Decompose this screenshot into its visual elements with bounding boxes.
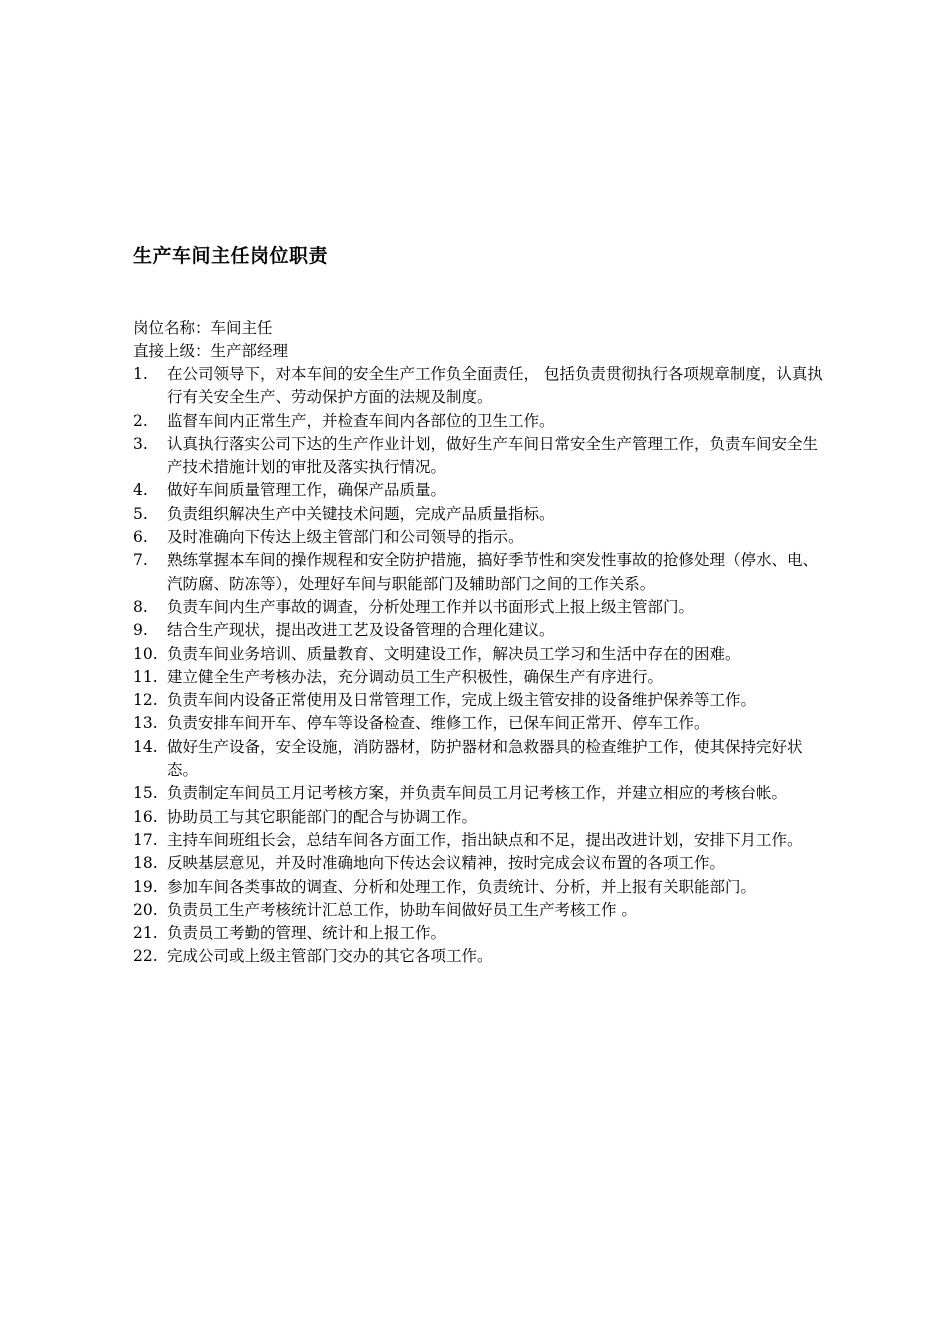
duty-text: 做好生产设备，安全设施，消防器材，防护器材和急救器具的检查维护工作，使其保持完好状态。 bbox=[167, 737, 803, 780]
duty-number: 3. bbox=[133, 434, 148, 453]
duty-item bbox=[133, 410, 833, 433]
duty-item bbox=[133, 666, 833, 689]
duty-text: 在公司领导下，对本车间的安全生产工作负全面责任， 包括负责贯彻执行各项规章制度，认真执行有关安全生产、劳动保护方面的法规及制度。 bbox=[167, 365, 823, 407]
duty-number: 17. bbox=[133, 830, 158, 849]
duty-text: 负责安排车间开车、停车等设备检查、维修工作，已保车间正常开、停车工作。 bbox=[167, 714, 710, 733]
duty-text: 熟练掌握本车间的操作规程和安全防护措施，搞好季节性和突发性事故的抢修处理（停水、电、汽防腐、防冻等），处理好车间与职能部门及辅助部门之间的工作关系。 bbox=[167, 551, 819, 593]
supervisor-line: 直接上级：生产部经理 bbox=[133, 342, 289, 361]
duty-number: 7. bbox=[133, 551, 148, 570]
duty-item bbox=[133, 619, 833, 642]
duty-text: 反映基层意见，并及时准确地向下传达会议精神，按时完成会议布置的各项工作。 bbox=[167, 854, 726, 873]
duty-text: 负责车间业务培训、质量教育、文明建设工作，解决员工学习和生活中存在的困难。 bbox=[167, 644, 741, 663]
duty-number: 2. bbox=[133, 411, 148, 430]
duty-number: 20. bbox=[133, 900, 158, 919]
duty-text: 负责员工生产考核统计汇总工作，协助车间做好员工生产考核工作 。 bbox=[167, 900, 637, 919]
duty-text: 主持车间班组长会，总结车间各方面工作，指出缺点和不足，提出改进计划，安排下月工作。 bbox=[167, 830, 803, 849]
duty-item bbox=[133, 549, 833, 596]
duty-item bbox=[133, 643, 833, 666]
duty-text: 负责组织解决生产中关键技术问题，完成产品质量指标。 bbox=[167, 504, 555, 523]
duty-text: 及时准确向下传达上级主管部门和公司领导的指示。 bbox=[167, 528, 524, 547]
duty-item bbox=[133, 782, 833, 805]
duty-text: 负责制定车间员工月记考核方案，并负责车间员工月记考核工作，并建立相应的考核台帐。 bbox=[167, 784, 788, 803]
duty-number: 13. bbox=[133, 714, 158, 733]
duty-text: 建立健全生产考核办法，充分调动员工生产积极性，确保生产有序进行。 bbox=[167, 667, 664, 686]
duty-number: 11. bbox=[133, 667, 158, 686]
duty-item bbox=[133, 689, 833, 712]
document-title: 生产车间主任岗位职责 bbox=[133, 245, 329, 267]
duty-text: 做好车间质量管理工作，确保产品质量。 bbox=[167, 481, 447, 500]
duty-number: 15. bbox=[133, 784, 158, 803]
duty-number: 5. bbox=[133, 504, 148, 523]
duty-number: 19. bbox=[133, 877, 158, 896]
duty-number: 16. bbox=[133, 807, 158, 826]
duty-item bbox=[133, 922, 833, 945]
duty-item bbox=[133, 433, 833, 480]
duty-item bbox=[133, 526, 833, 549]
duty-number: 12. bbox=[133, 691, 158, 710]
duty-item bbox=[133, 806, 833, 829]
duty-number: 21. bbox=[133, 924, 158, 943]
duty-item bbox=[133, 479, 833, 502]
duties-list bbox=[133, 363, 833, 969]
position-name-line: 岗位名称：车间主任 bbox=[133, 319, 273, 337]
duty-item bbox=[133, 829, 833, 852]
duty-text: 完成公司或上级主管部门交办的其它各项工作。 bbox=[167, 947, 493, 966]
duty-text: 参加车间各类事故的调查、分析和处理工作，负责统计、分析，并上报有关职能部门。 bbox=[167, 877, 757, 896]
duty-number: 1. bbox=[133, 365, 148, 383]
duty-item bbox=[133, 899, 833, 922]
duty-number: 14. bbox=[133, 737, 158, 756]
duty-number: 4. bbox=[133, 481, 148, 500]
duty-number: 8. bbox=[133, 597, 148, 616]
duty-item bbox=[133, 712, 833, 735]
duty-item bbox=[133, 852, 833, 875]
duty-text: 认真执行落实公司下达的生产作业计划，做好生产车间日常安全生产管理工作，负责车间安全生产技术措施计划的审批及落实执行情况。 bbox=[167, 434, 819, 477]
duty-number: 10. bbox=[133, 644, 158, 663]
duty-text: 协助员工与其它职能部门的配合与协调工作。 bbox=[167, 807, 478, 826]
duty-number: 6. bbox=[133, 528, 148, 547]
duty-number: 9. bbox=[133, 621, 148, 640]
duty-item bbox=[133, 596, 833, 619]
duty-text: 负责员工考勤的管理、统计和上报工作。 bbox=[167, 924, 447, 943]
duty-item bbox=[133, 363, 833, 410]
duty-item bbox=[133, 736, 833, 783]
duty-text: 监督车间内正常生产，并检查车间内各部位的卫生工作。 bbox=[167, 411, 555, 430]
duty-text: 负责车间内设备正常使用及日常管理工作，完成上级主管安排的设备维护保养等工作。 bbox=[167, 691, 757, 710]
duty-item bbox=[133, 945, 833, 968]
duty-text: 负责车间内生产事故的调查，分析处理工作并以书面形式上报上级主管部门。 bbox=[167, 597, 695, 616]
duty-text: 结合生产现状，提出改进工艺及设备管理的合理化建议。 bbox=[167, 621, 555, 640]
position-info bbox=[133, 317, 288, 364]
duty-item bbox=[133, 876, 833, 899]
duty-number: 22. bbox=[133, 947, 158, 966]
duty-item bbox=[133, 503, 833, 526]
duty-number: 18. bbox=[133, 854, 158, 873]
